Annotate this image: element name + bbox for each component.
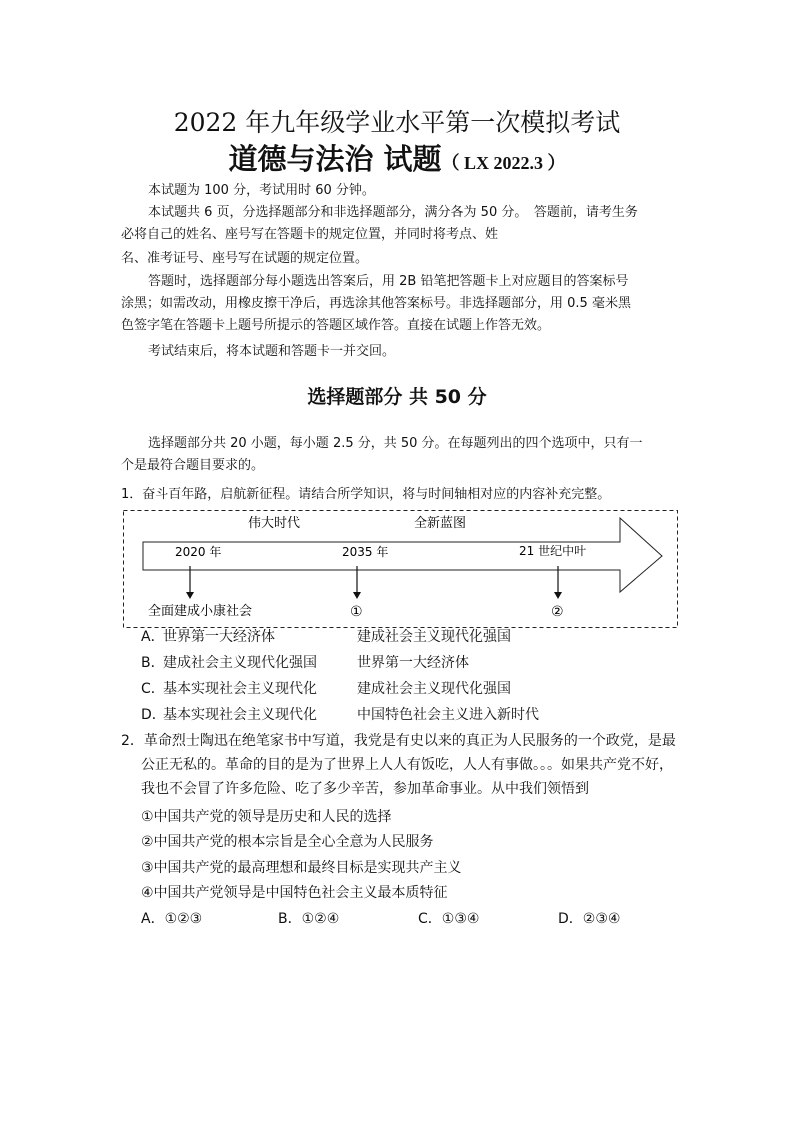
question-2-stem: 我也不会冒了许多危险、吃了多少辛苦，参加革命事业。从中我们领悟到 (141, 781, 589, 797)
instruction-line: 名、准考证号、座号写在试题的规定位置。 (121, 251, 369, 266)
instruction-line: 答题时，选择题部分每小题选出答案后，用 2B 铅笔把答题卡上对应题目的答案标号 (148, 274, 629, 289)
q1-option-letter: C． (141, 681, 165, 697)
q2-statement: ③中国共产党的最高理想和最终目标是实现共产主义 (141, 860, 462, 876)
instruction-line: 考试结束后，将本试题和答题卡一并交回。 (148, 344, 396, 359)
timeline-diagram (123, 510, 678, 628)
question-2-stem: 2．革命烈士陶迅在绝笔家书中写道，我党是有史以来的真正为人民服务的一个政党，是最 (121, 733, 676, 749)
timeline-pointer-head (554, 592, 562, 599)
timeline-year: 2020 年 (175, 545, 222, 559)
q2-option-c: C．①③④ (418, 911, 480, 927)
instruction-line: 必将自己的姓名、座号写在答题卡的规定位置，并同时将考点、姓 (121, 227, 499, 242)
q1-option-a: 世界第一大经济体 (163, 629, 275, 645)
question-2-stem: 公正无私的。革命的目的是为了世界上人人有饭吃，人人有事做。。。如果共产党不好， (141, 757, 673, 773)
q1-option-a: 建成社会主义现代化强国 (163, 655, 317, 671)
subject-title (0, 137, 794, 178)
q1-option-a: 基本实现社会主义现代化 (163, 681, 317, 697)
q2-option-b: B．①②④ (278, 911, 340, 927)
instruction-line: 本试题共 6 页，分选择题部分和非选择题部分，满分各为 50 分。 答题前，请考生务 (148, 205, 638, 220)
exam-title: 2022 年九年级学业水平第一次模拟考试 (173, 108, 621, 137)
instruction-line: 涂黑；如需改动，用橡皮擦干净后，再选涂其他答案标号。非选择题部分，用 0.5 毫米黑 (121, 296, 631, 311)
question-1-stem: 1．奋斗百年路，启航新征程。请结合所学知识，将与时间轴相对应的内容补充完整。 (121, 487, 611, 502)
q1-option-letter: D． (141, 707, 166, 723)
timeline-blank-2: ② (551, 604, 564, 620)
q1-option-b: 中国特色社会主义进入新时代 (357, 707, 539, 723)
section-intro: 选择题部分共 20 小题，每小题 2.5 分，共 50 分。在每题列出的四个选项中，只有一 (148, 436, 643, 451)
q1-option-letter: B． (141, 655, 165, 671)
timeline-pointer-head (353, 592, 361, 599)
instruction-line: 本试题为 100 分，考试用时 60 分钟。 (148, 183, 375, 198)
timeline-pointer-head (186, 592, 194, 599)
subject-name: 道德与法治 试题 (228, 142, 442, 176)
q2-option-d: D．②③④ (558, 911, 621, 927)
section-title: 选择题部分 共 50 分 (307, 386, 487, 408)
q2-statement: ④中国共产党领导是中国特色社会主义最本质特征 (141, 885, 448, 901)
timeline-top-label: 伟大时代 (248, 516, 301, 531)
q1-option-a: 基本实现社会主义现代化 (163, 707, 317, 723)
q2-statement: ②中国共产党的根本宗旨是全心全意为人民服务 (141, 834, 434, 850)
q2-statement: ①中国共产党的领导是历史和人民的选择 (141, 809, 392, 825)
timeline-top-label: 全新蓝图 (414, 516, 467, 531)
q2-option-a: A．①②③ (141, 911, 203, 927)
timeline-bottom-label: 全面建成小康社会 (148, 604, 253, 619)
q1-option-b: 世界第一大经济体 (357, 655, 469, 671)
section-intro: 个是最符合题目要求的。 (121, 458, 265, 473)
q1-option-b: 建成社会主义现代化强国 (357, 629, 511, 645)
instruction-line: 色签字笔在答题卡上题号所提示的答题区域作答。直接在试题上作答无效。 (121, 318, 551, 333)
exam-code: （ LX 2022.3 ） (441, 153, 566, 173)
q1-option-letter: A． (141, 629, 165, 645)
timeline-year: 21 世纪中叶 (519, 544, 587, 558)
timeline-blank-1: ① (350, 604, 363, 620)
q1-option-b: 建成社会主义现代化强国 (357, 681, 511, 697)
timeline-year: 2035 年 (342, 545, 389, 559)
